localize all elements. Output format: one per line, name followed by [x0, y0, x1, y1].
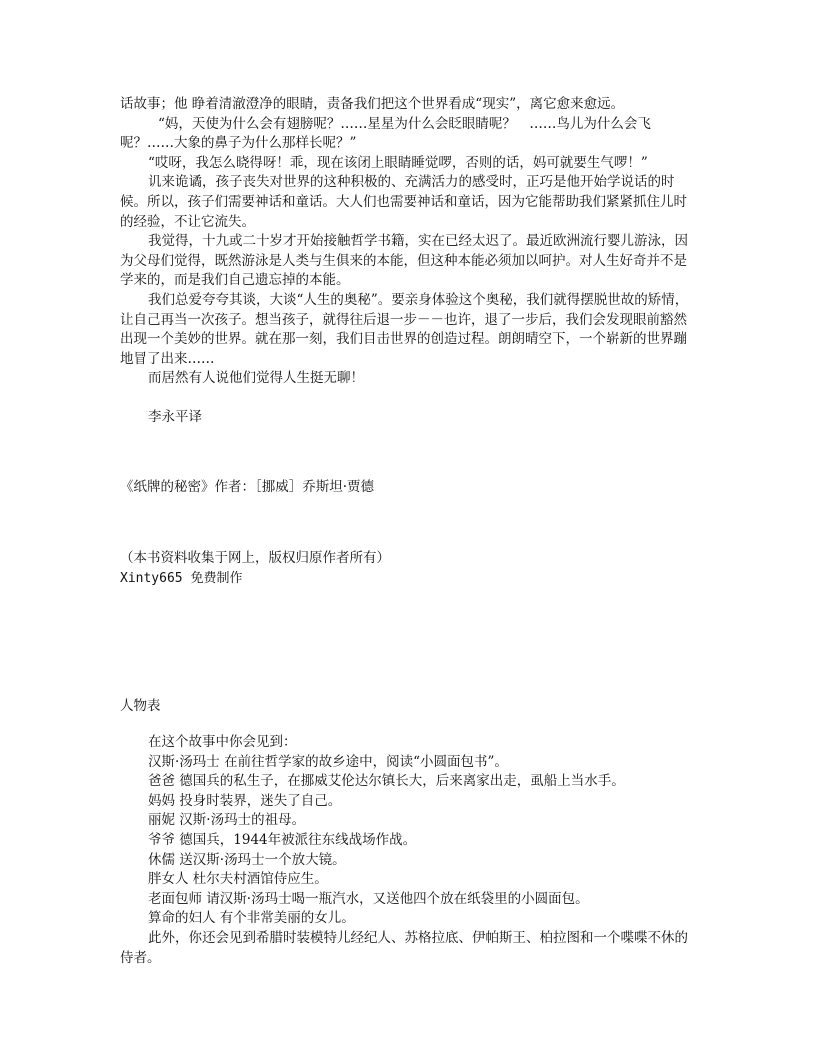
- character-entry: 汉斯·汤玛士 在前往哲学家的故乡途中，阅读“小圆面包书”。: [148, 753, 508, 770]
- character-entry: 老面包师 请汉斯·汤玛士喝一瓶汽水，又送他四个放在纸袋里的小圆面包。: [148, 890, 589, 907]
- characters-outro: 此外，你还会见到希腊时装模特儿经纪人、苏格拉底、伊帕斯王、柏拉图和一个喋喋不休的侍者。: [120, 929, 688, 966]
- preface-paragraph: 我觉得，十九或二十岁才开始接触哲学书籍，实在已经太迟了。最近欧洲流行婴儿游泳，因为父母们觉得，既然游泳是人类与生俱来的本能，但这种本能必须加以呵护。对人生好奇并不是学来的，而是我们自己遗忘掉的本能。: [120, 233, 688, 289]
- copyright-note: （本书资料收集于网上，版权归原作者所有）: [120, 550, 390, 566]
- producer-credit: Xinty665 免费制作: [120, 571, 243, 586]
- preface-paragraph: 话故事；他 睁着清澈澄净的眼睛，责备我们把这个世界看成“现实”，离它愈来愈远。: [120, 96, 625, 112]
- character-entry: 算命的妇人 有个非常美丽的女儿。: [148, 910, 355, 927]
- preface-section: [120, 95, 698, 428]
- character-entry: 爸爸 德国兵的私生子，在挪威艾伦达尔镇长大，后来离家出走，虱船上当水手。: [148, 773, 625, 790]
- translator-credit: 李永平译: [148, 408, 202, 425]
- character-entry: 丽妮 汉斯·汤玛士的祖母。: [148, 812, 306, 829]
- characters-heading: 人物表: [120, 698, 161, 714]
- preface-paragraph: 而居然有人说他们觉得人生挺无聊！: [148, 370, 364, 387]
- preface-paragraph: 讥来诡谲，孩子丧失对世界的这种积极的、充满活力的感受时，正巧是他开始学说话的时候。所以，孩子们需要神话和童话。大人们也需要神话和童话，因为它能帮助我们紧紧抓住儿时的经验，不让它流失。: [120, 174, 687, 230]
- preface-paragraph: “哎呀，我怎么晓得呀！乖，现在该闭上眼睛睡觉啰，否则的话，妈可就要生气啰！”: [148, 154, 648, 171]
- characters-list: [120, 733, 698, 968]
- preface-paragraph: “妈，天使为什么会有翅膀呢？……星星为什么会眨眼睛呢？ ……鸟儿为什么会飞呢？……大象的鼻子为什么那样长呢？”: [120, 115, 651, 152]
- characters-intro: 在这个故事中你会见到：: [148, 734, 297, 750]
- book-title-line: 《纸牌的秘密》作者：［挪威］乔斯坦·贾德: [120, 479, 375, 495]
- character-entry: 妈妈 投身时装界，迷失了自己。: [148, 792, 342, 809]
- character-entry: 胖女人 杜尔夫村酒馆侍应生。: [148, 871, 328, 888]
- character-entry: 爷爷 德国兵，1944年被派往东线战场作战。: [148, 831, 417, 848]
- character-entry: 休儒 送汉斯·汤玛士一个放大镜。: [148, 851, 346, 868]
- preface-paragraph: 我们总爱夸夸其谈，大谈“人生的奥秘”。要亲身体验这个奥秘，我们就得摆脱世故的矫情，让自己再当一次孩子。想当孩子，就得往后退一步－－也许，退了一步后，我们会发现眼前豁然出现一个美妙的世界。就在那一刻，我们目击世界的创造过程。朗朗晴空下，一个崭新的世界蹦地冒了出来……: [120, 291, 689, 367]
